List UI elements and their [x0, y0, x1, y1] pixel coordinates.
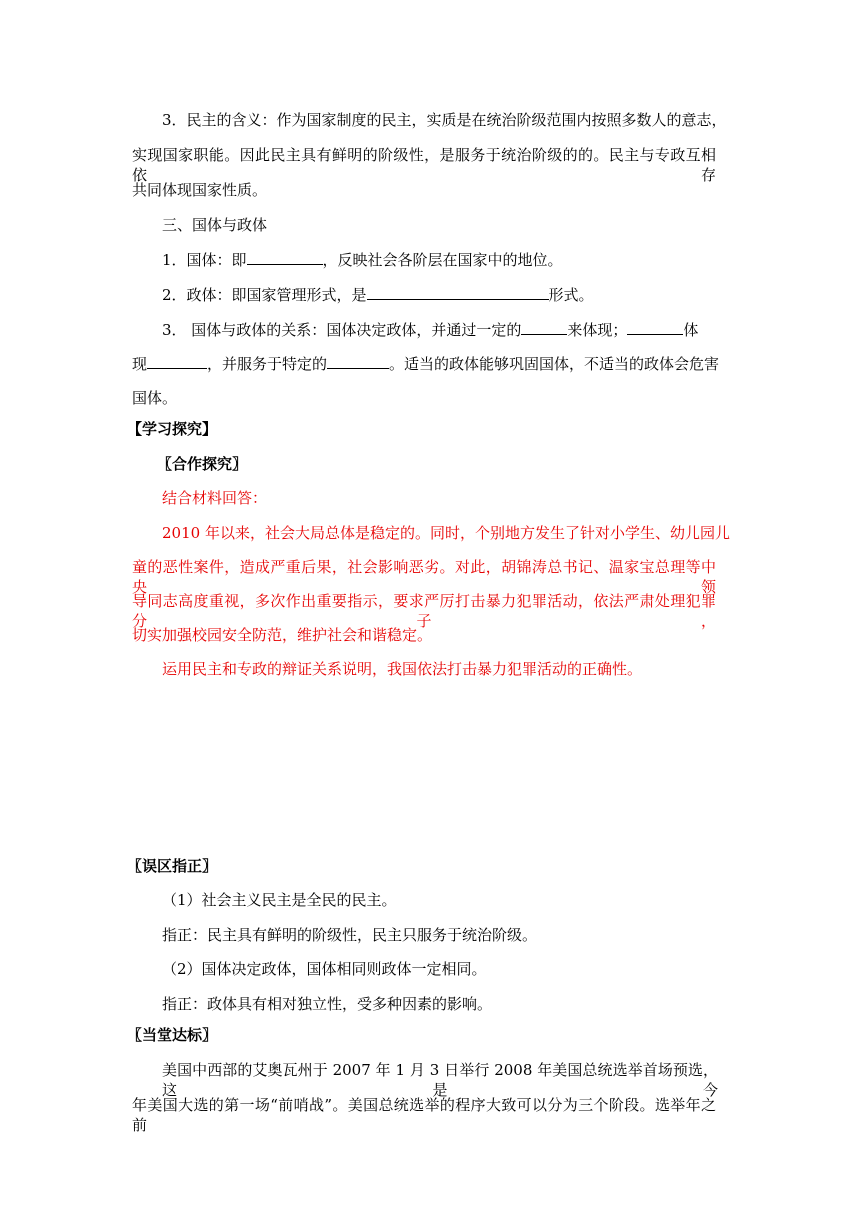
fill-item-3-text-a: 3． 国体与政体的关系：国体决定政体，并通过一定的 [162, 321, 522, 339]
fill-blank [521, 319, 567, 335]
paragraph-democracy-line-1: 3．民主的含义：作为国家制度的民主，实质是在统治阶级范围内按照多数人的意志， [162, 111, 727, 129]
material-question: 运用民主和专政的辩证关系说明，我国依法打击暴力犯罪活动的正确性。 [162, 660, 643, 678]
material-line-1: 2010 年以来，社会大局总体是稳定的。同时，个别地方发生了针对小学生、幼儿园儿 [162, 524, 730, 542]
correction-1: 指正：民主具有鲜明的阶级性，民主只服务于统治阶级。 [162, 926, 538, 944]
study-heading: 【学习探究】 [127, 420, 218, 438]
fill-item-3-text-f: 。适当的政体能够巩固国体，不适当的政体会危害 [389, 355, 720, 373]
fill-blank [627, 319, 683, 335]
misconception-1: （1）社会主义民主是全民的民主。 [162, 891, 397, 909]
fill-blank [367, 284, 549, 300]
fill-blank [247, 249, 323, 265]
paragraph-democracy-line-3: 共同体现国家性质。 [132, 181, 268, 199]
practice-line-2: 年美国大选的第一场“前哨战”。美国总统选举的程序大致可以分为三个阶段。选举年之前 [132, 1096, 716, 1134]
fill-item-3-text-e: ，并服务于特定的 [207, 355, 328, 373]
in-class-practice-heading: 〖当堂达标〗 [127, 1026, 218, 1044]
material-line-3: 导同志高度重视，多次作出重要指示，要求严厉打击暴力犯罪活动，依法严肃处理犯罪分子， [132, 592, 716, 630]
section-heading-state-system: 三、国体与政体 [162, 216, 268, 234]
fill-item-3-text-b: 来体现； [567, 321, 628, 339]
fill-item-3-text-d: 现 [132, 355, 148, 373]
material-line-4: 切实加强校园安全防范，维护社会和谐稳定。 [132, 626, 433, 644]
material-prompt: 结合材料回答： [162, 489, 268, 507]
practice-line-1: 美国中西部的艾奥瓦州于 2007 年 1 月 3 日举行 2008 年美国总统选举首场预选，这是今 [162, 1061, 718, 1099]
fill-item-3-text-c: 体 [683, 321, 699, 339]
fill-item-3-line-3: 国体。 [132, 389, 178, 407]
fill-item-3-line-1 [162, 319, 718, 339]
error-correction-heading: 〖误区指正〗 [127, 857, 218, 875]
cooperative-inquiry-heading: 〖合作探究〗 [157, 455, 248, 473]
fill-item-2-suffix: 形式。 [548, 286, 594, 304]
fill-item-1-prefix: 1．国体：即 [162, 251, 247, 269]
paragraph-democracy-line-2: 实现国家职能。因此民主具有鲜明的阶级性，是服务于统治阶级的的。民主与专政互相依存 [132, 146, 716, 184]
fill-item-1 [162, 249, 563, 269]
fill-blank [147, 353, 207, 369]
fill-blank [327, 353, 389, 369]
fill-item-3-line-2 [132, 353, 719, 373]
correction-2: 指正：政体具有相对独立性，受多种因素的影响。 [162, 995, 493, 1013]
fill-item-2-prefix: 2．政体：即国家管理形式，是 [162, 286, 367, 304]
misconception-2: （2）国体决定政体，国体相同则政体一定相同。 [162, 960, 487, 978]
fill-item-2 [162, 284, 594, 304]
fill-item-1-suffix: ，反映社会各阶层在国家中的地位。 [322, 251, 563, 269]
material-line-2: 童的恶性案件，造成严重后果，社会影响恶劣。对此，胡锦涛总书记、温家宝总理等中央领 [132, 558, 716, 596]
